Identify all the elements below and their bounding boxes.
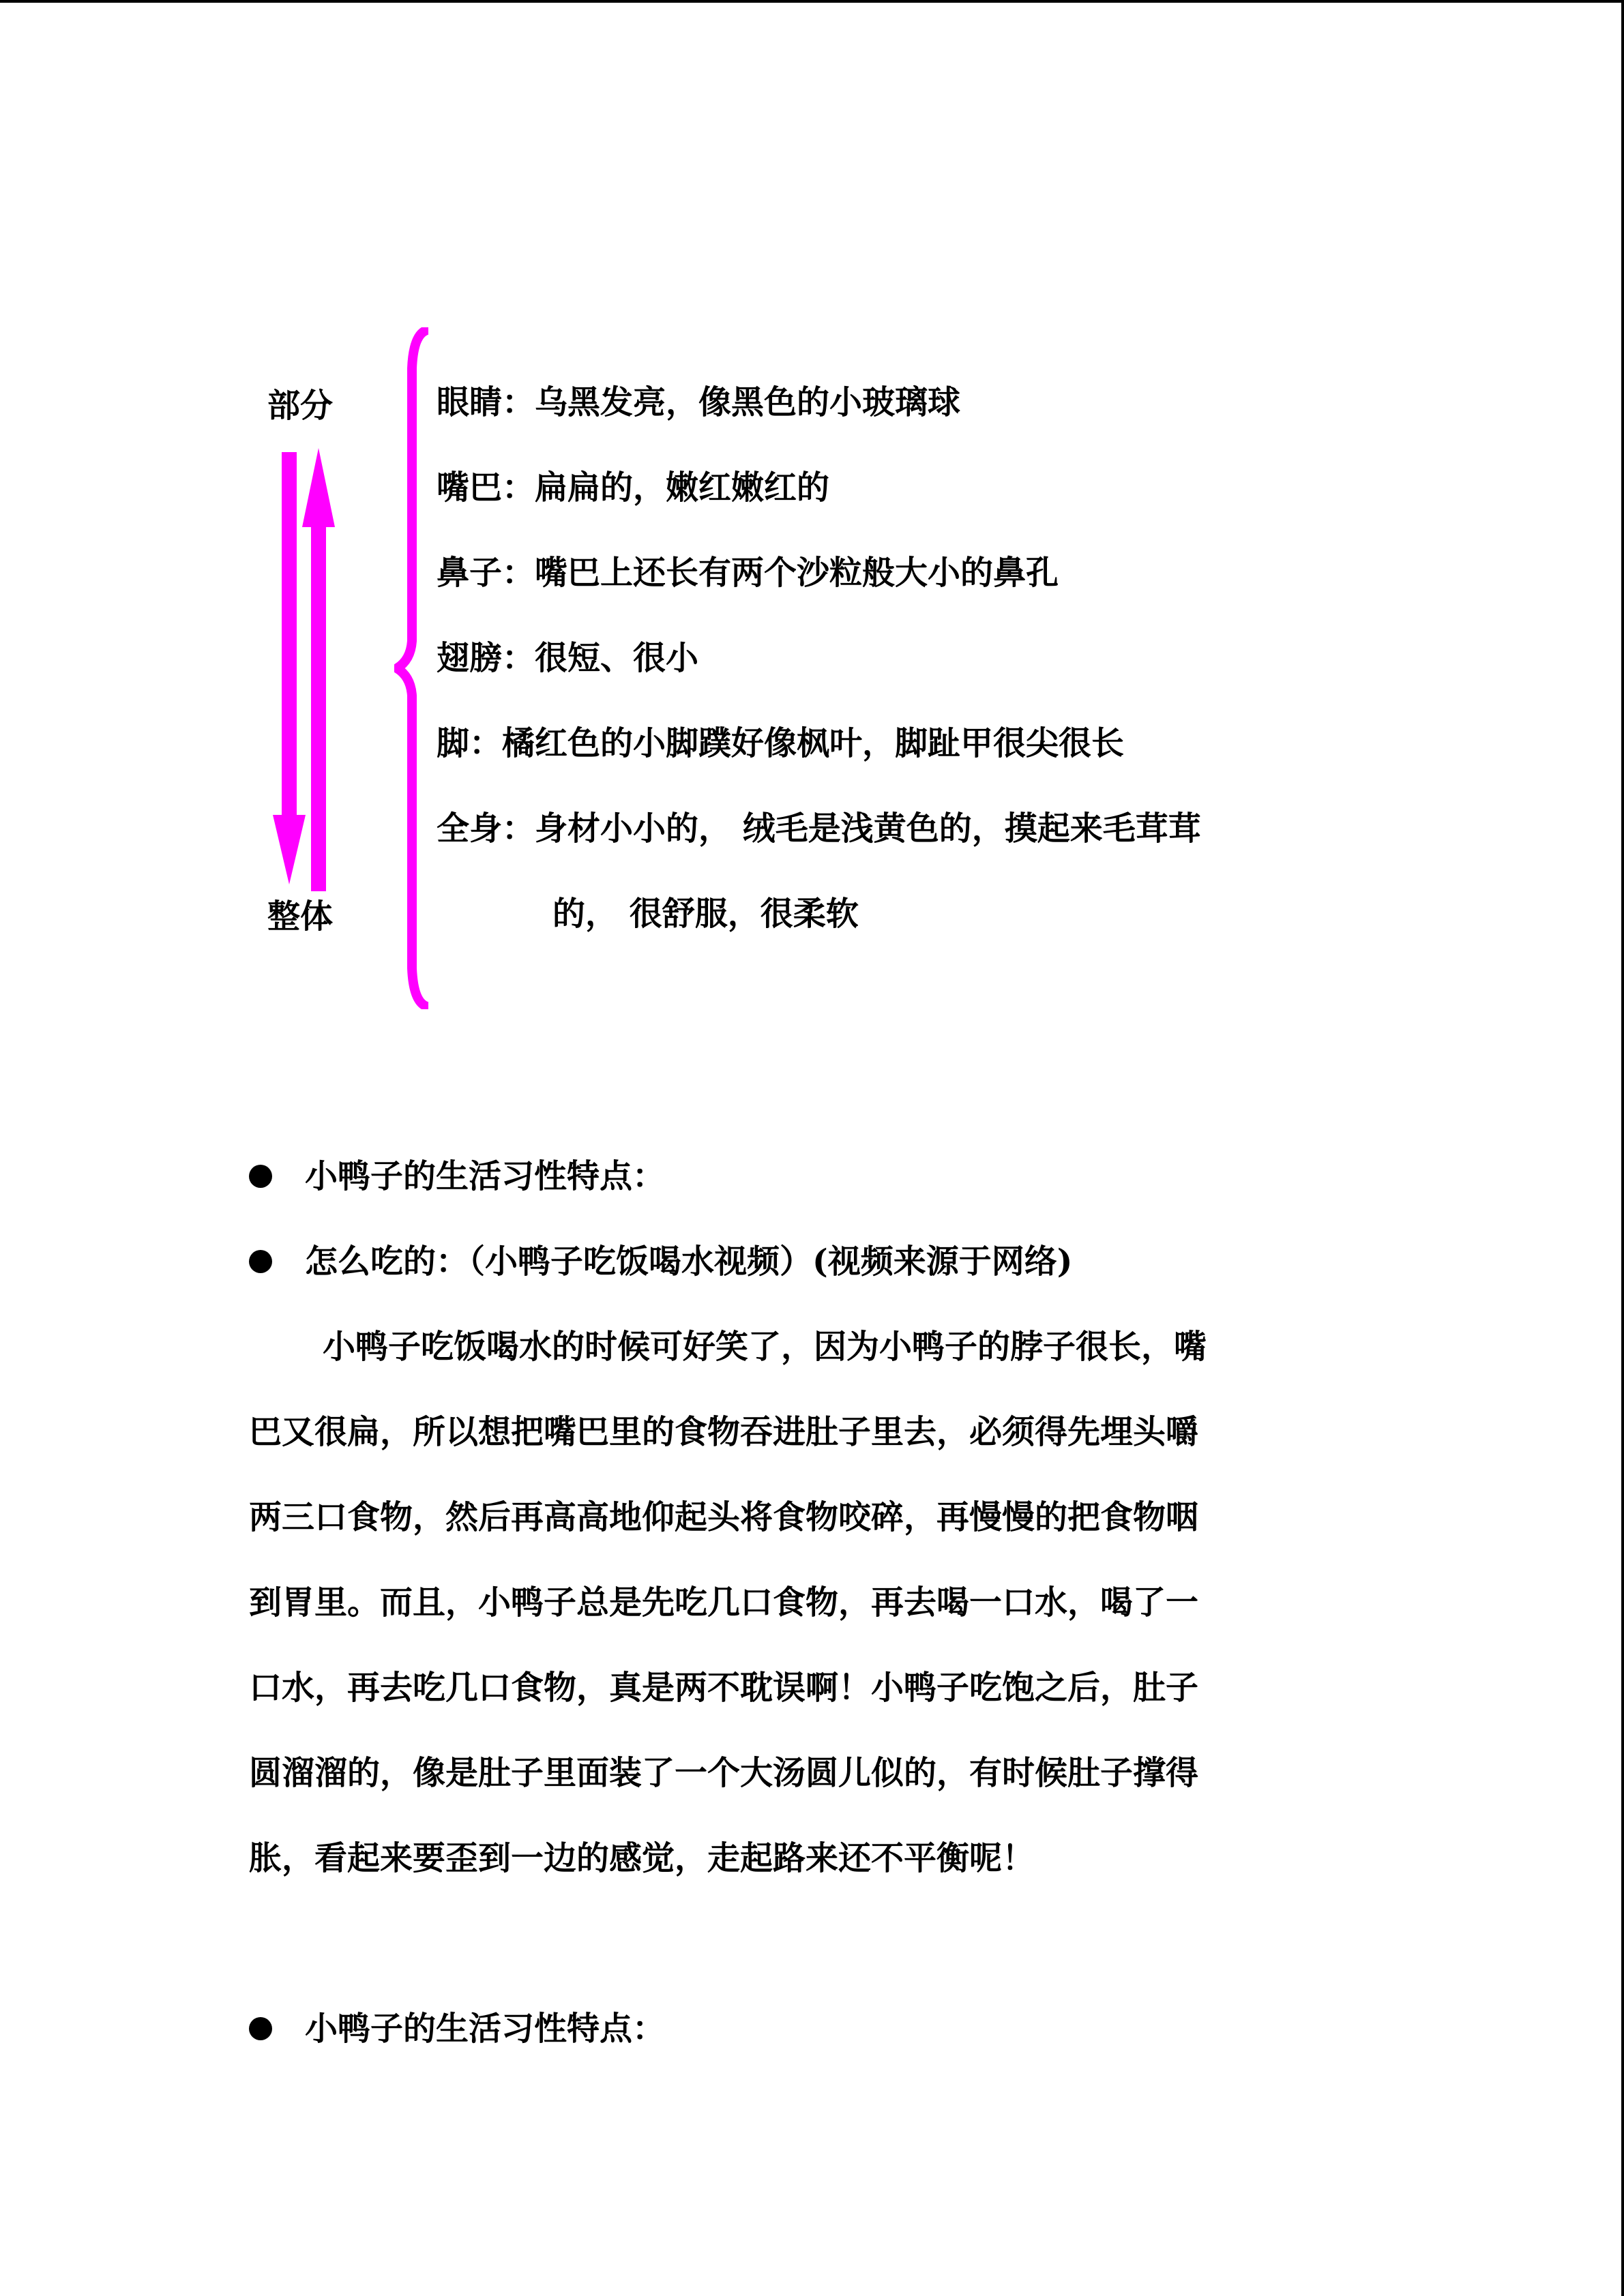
feature-nose: 鼻子：嘴巴上还长有两个沙粒般大小的鼻孔 bbox=[437, 554, 1059, 592]
left-brace-icon bbox=[394, 327, 428, 1009]
paragraph-line: 小鸭子吃饭喝水的时候可好笑了，因为小鸭子的脖子很长，嘴 bbox=[323, 1328, 1207, 1366]
bullet-item bbox=[249, 1156, 665, 1197]
bullet-item bbox=[249, 2008, 665, 2049]
up-arrow-shaft bbox=[311, 523, 326, 891]
bullet-dot-icon bbox=[249, 1165, 272, 1188]
down-arrow-head bbox=[273, 815, 306, 884]
bullet-dot-icon bbox=[249, 2017, 272, 2040]
bullet-text: 小鸭子的生活习性特点： bbox=[305, 2010, 666, 2048]
paragraph-line: 到胃里。而且，小鸭子总是先吃几口食物，再去喝一口水，喝了一 bbox=[249, 1583, 1199, 1622]
feature-body: 全身：身材小小的， 绒毛是浅黄色的，摸起来毛茸茸 bbox=[437, 809, 1201, 848]
feature-body-continued: 的， 很舒服，很柔软 bbox=[552, 895, 859, 933]
diagram-top-label: 部分 bbox=[267, 387, 334, 425]
bullet-text: 小鸭子的生活习性特点： bbox=[305, 1157, 666, 1195]
paragraph-line: 巴又很扁，所以想把嘴巴里的食物吞进肚子里去，必须得先埋头嚼 bbox=[249, 1413, 1199, 1451]
paragraph-line: 圆溜溜的，像是肚子里面装了一个大汤圆儿似的，有时候肚子撑得 bbox=[249, 1754, 1199, 1792]
bullet-text: 怎么吃的：（小鸭子吃饭喝水视频）(视频来源于网络) bbox=[305, 1242, 1073, 1281]
up-arrow-head bbox=[302, 448, 335, 527]
feature-wings: 翅膀：很短、很小 bbox=[437, 639, 699, 677]
paragraph-line: 两三口食物，然后再高高地仰起头将食物咬碎，再慢慢的把食物咽 bbox=[249, 1498, 1199, 1536]
down-arrow-shaft bbox=[282, 452, 297, 820]
page-edge-right bbox=[1621, 0, 1624, 2296]
eating-description-paragraph bbox=[249, 1326, 1368, 1923]
bidirectional-arrows-icon bbox=[269, 447, 341, 897]
page-edge-top bbox=[0, 0, 1624, 3]
feature-mouth: 嘴巴：扁扁的，嫩红嫩红的 bbox=[437, 468, 830, 507]
bullet-item bbox=[249, 1241, 1072, 1282]
diagram-bottom-label: 整体 bbox=[267, 897, 334, 936]
feature-eyes: 眼睛：乌黑发亮，像黑色的小玻璃球 bbox=[437, 383, 961, 421]
feature-list bbox=[437, 382, 1391, 979]
feature-feet: 脚：橘红色的小脚蹼好像枫叶，脚趾甲很尖很长 bbox=[437, 724, 1125, 762]
bullet-dot-icon bbox=[249, 1250, 272, 1273]
paragraph-line: 口水，再去吃几口食物，真是两不耽误啊！小鸭子吃饱之后，肚子 bbox=[249, 1669, 1199, 1707]
paragraph-line: 胀，看起来要歪到一边的感觉，走起路来还不平衡呢！ bbox=[249, 1839, 1035, 1877]
